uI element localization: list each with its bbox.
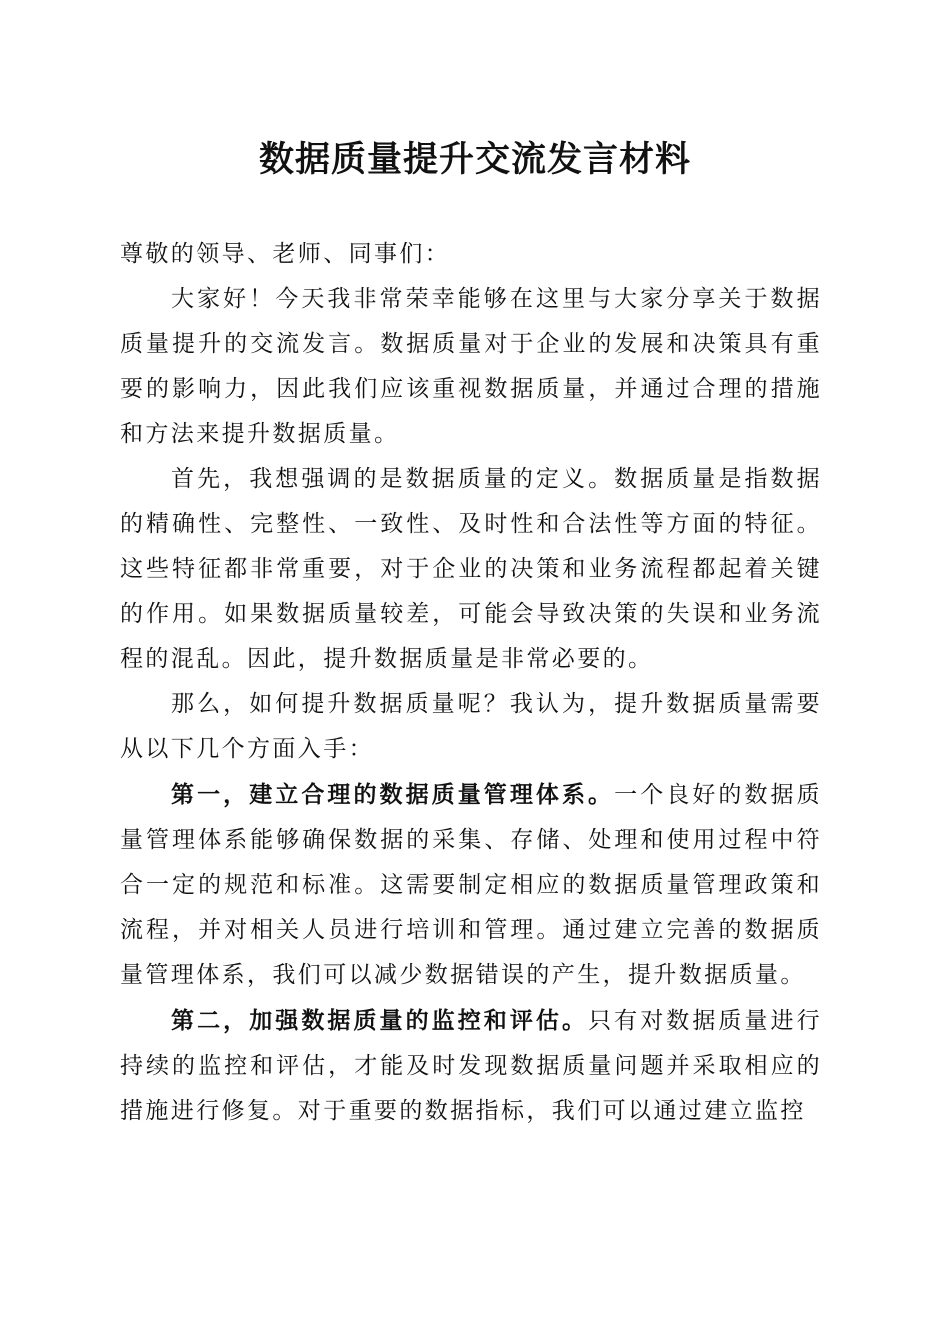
paragraph-text: 那么，如何提升数据质量呢？我认为，提升数据质量需要从以下几个方面入手：	[120, 691, 822, 762]
paragraph-greeting	[120, 277, 822, 457]
paragraph-text: 一个良好的数据质量管理体系能够确保数据的采集、存储、处理和使用过程中符合一定的规范和标准。这需要制定相应的数据质量管理政策和流程，并对相关人员进行培训和管理。通过建立完善的数据质量管理体系，我们可以减少数据错误的产生，提升数据质量。	[120, 782, 822, 988]
paragraph-text: 只有对数据质量进行持续的监控和评估，才能及时发现数据质量问题并采取相应的措施进行修复。对于重要的数据指标，我们可以通过建立监控	[120, 1008, 822, 1124]
salutation: 尊敬的领导、老师、同事们：	[120, 241, 451, 267]
document-body	[120, 232, 822, 1134]
paragraph-text: 首先，我想强调的是数据质量的定义。数据质量是指数据的精确性、完整性、一致性、及时性和合法性等方面的特征。这些特征都非常重要，对于企业的决策和业务流程都起着关键的作用。如果数据质量较差，可能会导致决策的失误和业务流程的混乱。因此，提升数据质量是非常必要的。	[120, 466, 822, 672]
document-title: 数据质量提升交流发言材料	[258, 139, 691, 180]
paragraph-text: 大家好！今天我非常荣幸能够在这里与大家分享关于数据质量提升的交流发言。数据质量对于企业的发展和决策具有重要的影响力，因此我们应该重视数据质量，并通过合理的措施和方法来提升数据质量。	[120, 286, 822, 447]
paragraph-point-two	[120, 998, 822, 1134]
paragraph-definition	[120, 457, 822, 682]
point-heading: 第一，建立合理的数据质量管理体系。	[171, 781, 615, 808]
point-heading: 第二，加强数据质量的监控和评估。	[171, 1007, 589, 1034]
paragraph-point-one	[120, 772, 822, 998]
paragraph-approach	[120, 682, 822, 772]
